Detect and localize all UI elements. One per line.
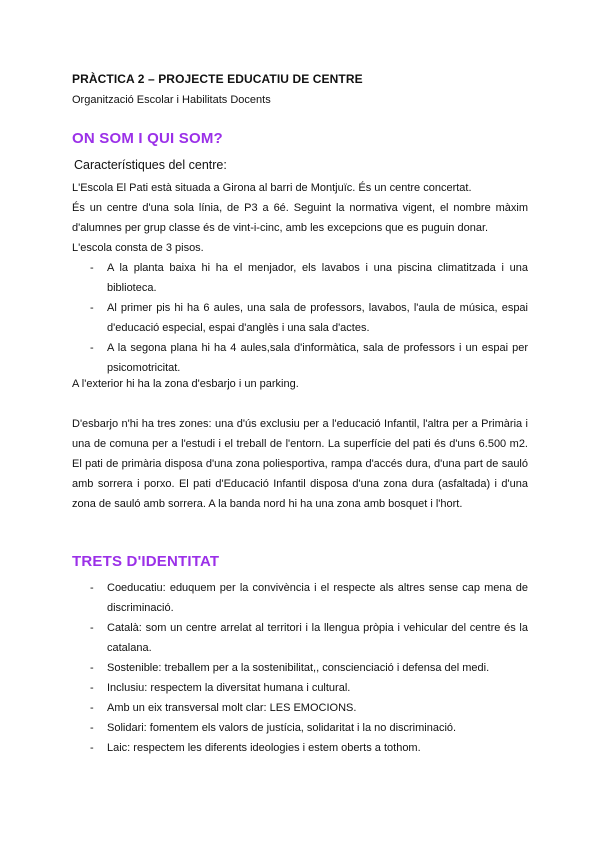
document-title: PRÀCTICA 2 – PROJECTE EDUCATIU DE CENTRE xyxy=(72,72,363,86)
floors-list xyxy=(72,258,528,378)
trait-text: Solidari: fomentem els valors de justícia, solidaritat i la no discriminació. xyxy=(107,722,457,734)
paragraph-floors-intro: L'escola consta de 3 pisos. xyxy=(72,242,204,254)
paragraph-location: L'Escola El Pati està situada a Girona al barri de Montjuïc. És un centre concertat. xyxy=(72,182,472,194)
list-item xyxy=(72,258,528,298)
list-item xyxy=(72,658,528,678)
list-item xyxy=(72,298,528,338)
dash-marker: - xyxy=(90,662,94,674)
paragraph-exterior: A l'exterior hi ha la zona d'esbarjo i un parking. xyxy=(72,378,299,390)
trait-text: Laic: respectem les diferents ideologies i estem oberts a tothom. xyxy=(107,742,421,754)
trait-text: Coeducatiu: eduquem per la convivència i el respecte als altres sense cap mena de discriminació. xyxy=(107,582,528,614)
trait-text: Català: som un centre arrelat al territori i la llengua pròpia i vehicular del centre és la catalana. xyxy=(107,622,528,654)
section-heading-on-som: ON SOM I QUI SOM? xyxy=(72,130,223,147)
floor-second-text: A la segona plana hi ha 4 aules,sala d'informàtica, sala de professors i un espai per psicomotricitat. xyxy=(107,342,528,374)
list-item xyxy=(72,718,528,738)
trait-text: Amb un eix transversal molt clar: LES EMOCIONS. xyxy=(107,702,357,714)
dash-marker: - xyxy=(90,622,94,634)
list-item xyxy=(72,738,528,758)
dash-marker: - xyxy=(90,342,94,354)
paragraph-line-info: És un centre d'una sola línia, de P3 a 6é. Seguint la normativa vigent, el nombre màxim d'alumnes per grup classe és de vint-i-cinc, amb les excepcions que es puguin donar. xyxy=(72,202,528,234)
traits-list xyxy=(72,578,528,758)
list-item xyxy=(72,678,528,698)
dash-marker: - xyxy=(90,742,94,754)
subheading-caracteristiques: Característiques del centre: xyxy=(74,158,227,172)
section-heading-trets: TRETS D'IDENTITAT xyxy=(72,553,220,570)
trait-text: Sostenible: treballem per a la sostenibilitat,, conscienciació i defensa del medi. xyxy=(107,662,490,674)
dash-marker: - xyxy=(90,682,94,694)
dash-marker: - xyxy=(90,582,94,594)
floor-first-text: Al primer pis hi ha 6 aules, una sala de professors, lavabos, l'aula de música, espai d'educació especial, espai d'anglès i una sala d'actes. xyxy=(107,302,528,334)
dash-marker: - xyxy=(90,722,94,734)
paragraph-esbarjo: D'esbarjo n'hi ha tres zones: una d'ús exclusiu per a l'educació Infantil, l'altra per a Primària i una de comuna per a l'estudi i el treball de l'entorn. La superfície del pati és d'uns 6.500 m2. El pati de primària disposa d'una zona poliesportiva, rampa d'accés dura, d'una part de sauló amb sorrera i porxo. El pati d'Educació Infantil disposa d'una zona dura (asfaltada) i d'una zona de sauló amb sorrera. A la banda nord hi ha una zona amb bosquet i l'hort. xyxy=(72,418,528,510)
list-item xyxy=(72,578,528,618)
list-item xyxy=(72,698,528,718)
dash-marker: - xyxy=(90,702,94,714)
dash-marker: - xyxy=(90,302,94,314)
trait-text: Inclusiu: respectem la diversitat humana i cultural. xyxy=(107,682,351,694)
list-item xyxy=(72,338,528,378)
dash-marker: - xyxy=(90,262,94,274)
list-item xyxy=(72,618,528,658)
floor-ground-text: A la planta baixa hi ha el menjador, els lavabos i una piscina climatitzada i una biblioteca. xyxy=(107,262,528,294)
document-subtitle: Organització Escolar i Habilitats Docents xyxy=(72,94,271,106)
